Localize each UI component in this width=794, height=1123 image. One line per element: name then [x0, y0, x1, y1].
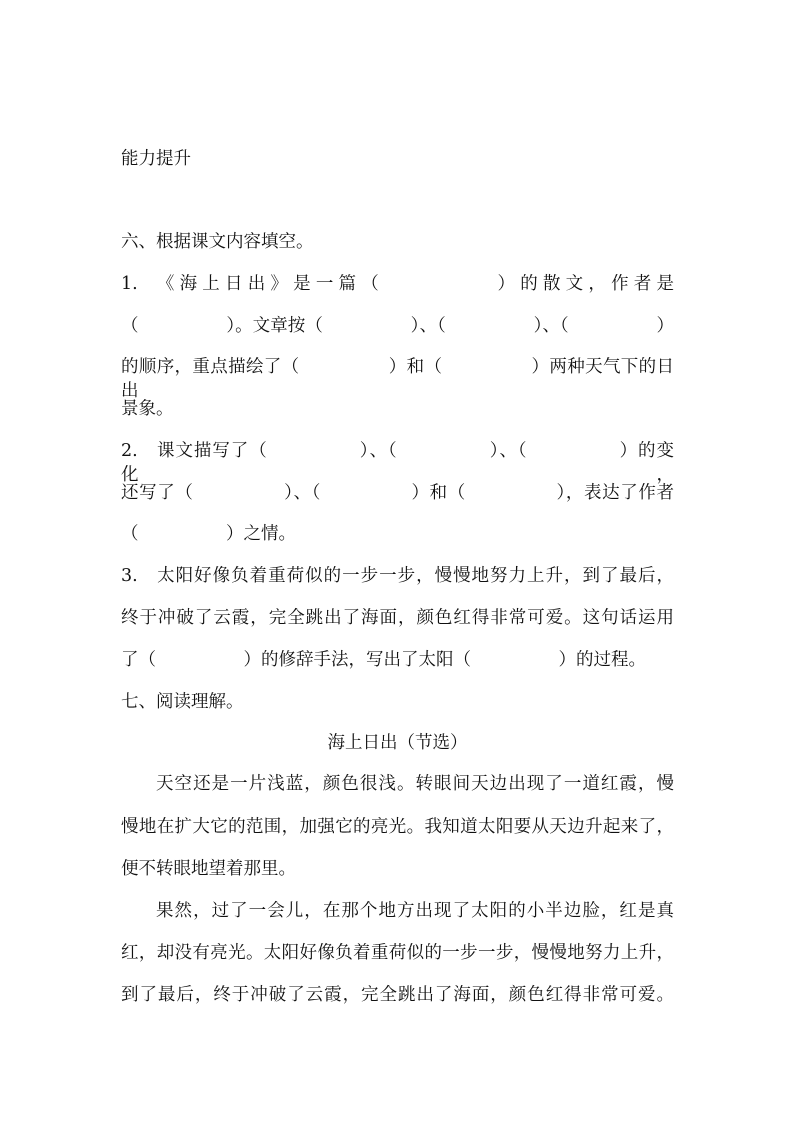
- question-1-line-2: （ ）。文章按（ ）、（ ）、（ ）: [121, 316, 674, 336]
- section-7-heading: 七、阅读理解。: [121, 692, 244, 712]
- passage-para-2-line-3: 到了最后，终于冲破了云霞，完全跳出了海面，颜色红得非常可爱。: [121, 985, 674, 1005]
- question-1-line-4: 景象。: [121, 399, 174, 419]
- question-3-line-1: 3. 太阳好像负着重荷似的一步一步，慢慢地努力上升，到了最后，: [121, 566, 674, 586]
- passage-para-1-line-1: 天空还是一片浅蓝，颜色很浅。转眼间天边出现了一道红霞，慢: [156, 774, 674, 794]
- question-2-line-1: 2. 课文描写了（ ）、（ ）、（ ）的变化，: [121, 441, 674, 485]
- passage-title: 海上日出（节选）: [327, 733, 468, 753]
- question-2-line-2: 还写了（ ）、（ ）和（ ），表达了作者: [121, 483, 674, 503]
- question-3-line-2: 终于冲破了云霞，完全跳出了海面，颜色红得非常可爱。这句话运用: [121, 608, 674, 628]
- passage-para-2-line-2: 红，却没有亮光。太阳好像负着重荷似的一步一步，慢慢地努力上升，: [121, 943, 674, 963]
- question-3-line-3: 了（ ）的修辞手法，写出了太阳（ ）的过程。: [121, 650, 646, 670]
- question-2-line-3: （ ）之情。: [121, 524, 296, 544]
- passage-para-1-line-2: 慢地在扩大它的范围，加强它的亮光。我知道太阳要从天边升起来了，: [121, 817, 674, 837]
- question-1-line-1: 1. 《海上日出》是一篇（ ）的散文，作者是: [121, 274, 674, 294]
- passage-para-2-line-1: 果然，过了一会儿，在那个地方出现了太阳的小半边脸，红是真: [156, 901, 674, 921]
- section-6-heading: 六、根据课文内容填空。: [121, 232, 314, 252]
- question-1-line-3: 的顺序，重点描绘了（ ）和（ ）两种天气下的日出: [121, 357, 674, 401]
- passage-para-1-line-3: 便不转眼地望着那里。: [121, 859, 296, 879]
- section-header: 能力提升: [121, 149, 191, 169]
